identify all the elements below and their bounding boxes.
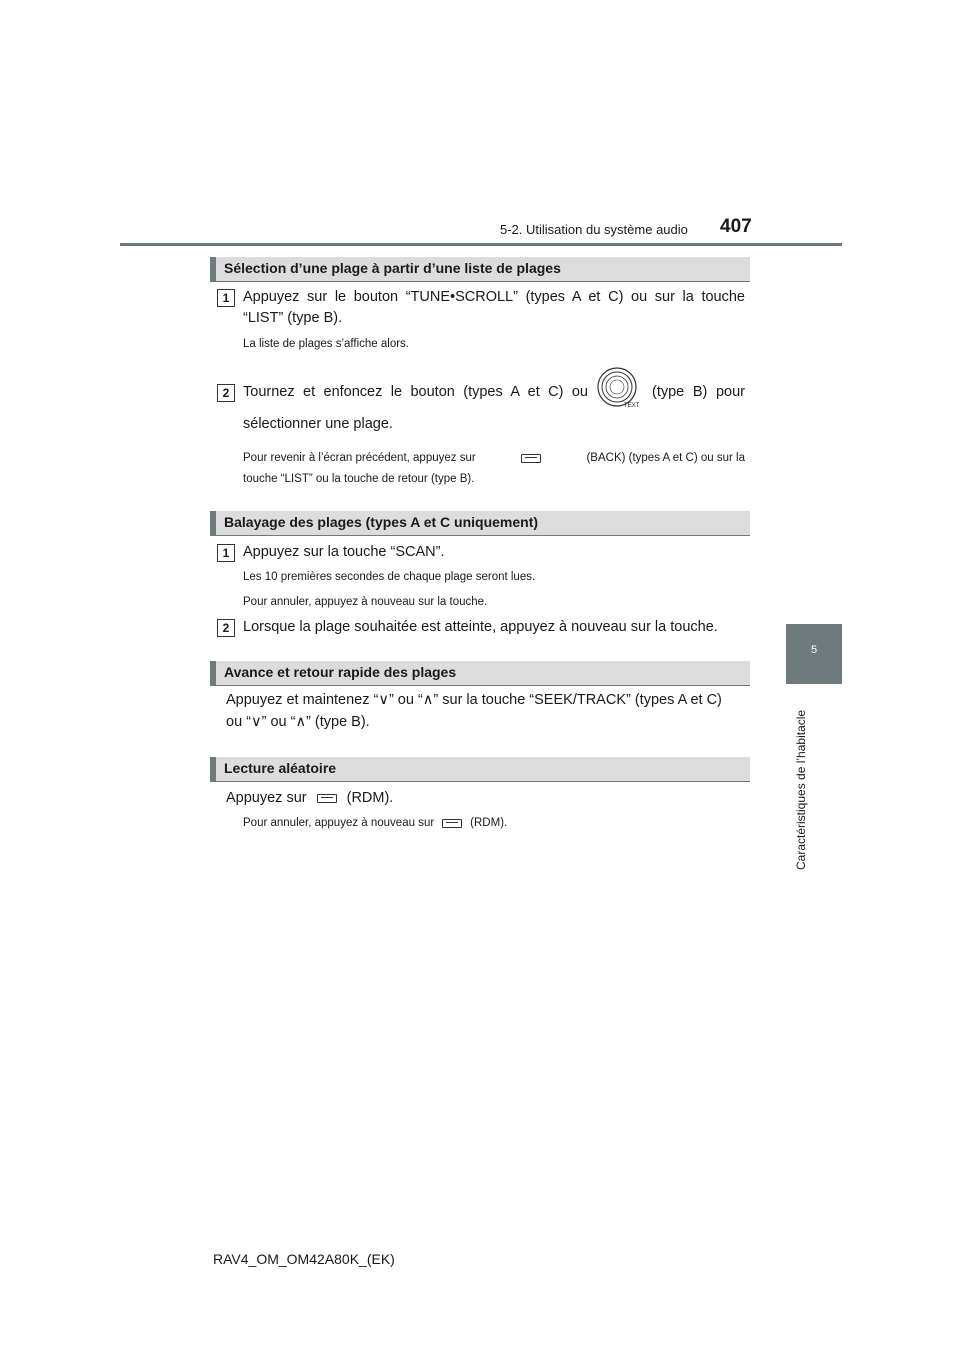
section-heading-scan xyxy=(210,511,750,536)
note-text: Pour revenir à l’écran précédent, appuyez sur xyxy=(243,452,476,464)
body-text: Appuyez et maintenez “∨” ou “∧” sur la touche “SEEK/TRACK” (types A et C) xyxy=(226,692,722,708)
section-heading-label: Balayage des plages (types A et C uniquement) xyxy=(224,514,539,530)
section-heading-track-list xyxy=(210,257,750,282)
header-divider xyxy=(120,243,842,246)
step-instruction-cont: (type B) pour xyxy=(652,384,745,400)
document-code: RAV4_OM_OM42A80K_(EK) xyxy=(213,1251,395,1267)
heading-accent-bar xyxy=(210,757,216,781)
section-heading-label: Lecture aléatoire xyxy=(224,760,337,776)
step-number: 2 xyxy=(217,619,235,637)
header-section-title: 5-2. Utilisation du système audio xyxy=(500,222,688,237)
step-instruction: Lorsque la plage souhaitée est atteinte, appuyez à nouveau sur la touche. xyxy=(243,619,718,635)
step-number: 1 xyxy=(217,289,235,307)
step-instruction: Tournez et enfoncez le bouton (types A et C) ou xyxy=(243,384,588,400)
step-instruction: Appuyez sur la touche “SCAN”. xyxy=(243,544,445,560)
section-heading-label: Sélection d’une plage à partir d’une liste de plages xyxy=(224,260,561,276)
page-number: 407 xyxy=(720,216,752,237)
knob-label: TEXT xyxy=(624,403,640,409)
section-heading-label: Avance et retour rapide des plages xyxy=(224,664,457,680)
chapter-title: Caractéristiques de l’habitacle xyxy=(794,709,808,870)
step-instruction-line2: sélectionner une plage. xyxy=(243,416,393,432)
step-number: 1 xyxy=(217,544,235,562)
tune-knob-icon xyxy=(594,366,644,412)
body-text: ou “∨” ou “∧” (type B). xyxy=(226,714,370,730)
note-text: Pour annuler, appuyez à nouveau sur xyxy=(243,817,435,829)
step-note-back xyxy=(243,450,745,466)
back-button-icon xyxy=(521,454,541,463)
heading-accent-bar xyxy=(210,511,216,535)
body-text: Appuyez sur xyxy=(226,790,307,806)
body-text-rdm xyxy=(226,788,393,809)
note-text: (BACK) (types A et C) ou sur la xyxy=(586,452,745,464)
step-instruction: Appuyez sur le bouton “TUNE•SCROLL” (types A et C) ou sur la touche “LIST” (type B). xyxy=(243,289,745,326)
body-text: (RDM). xyxy=(346,790,394,806)
rdm-button-icon xyxy=(442,819,462,828)
step-note: Pour annuler, appuyez à nouveau sur la touche. xyxy=(243,596,488,608)
note-rdm xyxy=(243,815,507,831)
step-note-line2: touche “LIST” ou la touche de retour (type B). xyxy=(243,473,475,485)
heading-accent-bar xyxy=(210,257,216,281)
step-note: La liste de plages s’affiche alors. xyxy=(243,338,409,350)
step-number: 2 xyxy=(217,384,235,402)
note-text: (RDM). xyxy=(470,817,508,829)
rdm-button-icon xyxy=(317,794,337,803)
step-note: Les 10 premières secondes de chaque plage seront lues. xyxy=(243,571,536,583)
section-heading-random xyxy=(210,757,750,782)
chapter-number: 5 xyxy=(810,644,818,656)
chapter-tab xyxy=(786,624,842,684)
section-heading-seek xyxy=(210,661,750,686)
heading-accent-bar xyxy=(210,661,216,685)
